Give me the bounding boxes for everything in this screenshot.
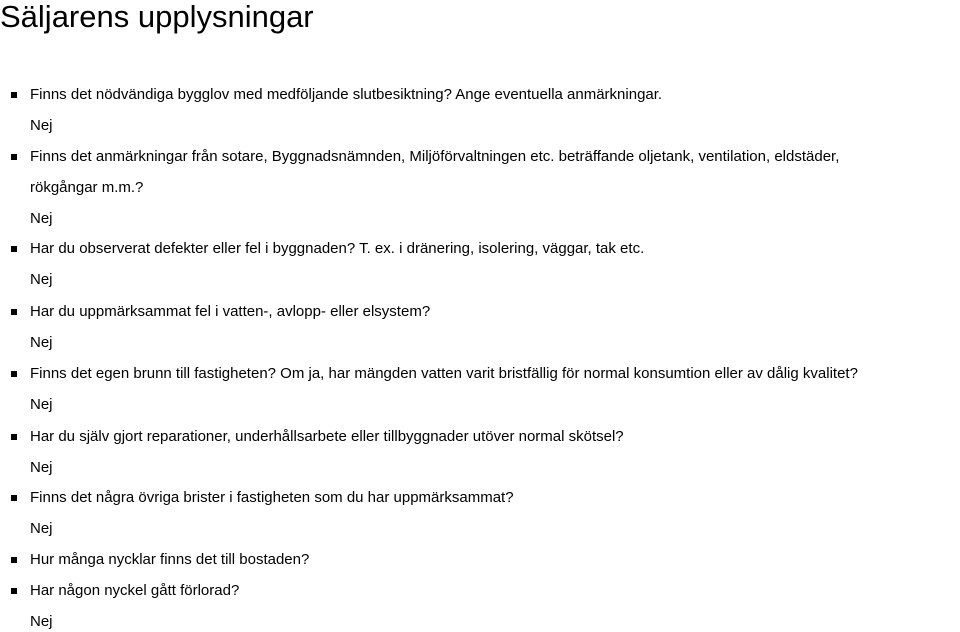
square-bullet-icon: [11, 309, 17, 315]
question-authority-remarks-continuation: rökgångar m.m.?: [30, 179, 144, 196]
answer-building-permit: Nej: [30, 117, 53, 134]
square-bullet-icon: [11, 154, 17, 160]
answer-utility-faults: Nej: [30, 334, 53, 351]
answer-own-repairs: Nej: [30, 459, 53, 476]
question-text: Finns det anmärkningar från sotare, Byggnadsnämnden, Miljöförvaltningen etc. beträffande oljetank, ventilation, eldstäder,: [30, 148, 840, 165]
answer-own-well: Nej: [30, 396, 53, 413]
answer-other-deficiencies: Nej: [30, 520, 53, 537]
question-text: Hur många nycklar finns det till bostaden?: [30, 551, 310, 568]
answer-lost-key: Nej: [30, 613, 53, 630]
square-bullet-icon: [11, 557, 17, 563]
square-bullet-icon: [11, 371, 17, 377]
square-bullet-icon: [11, 495, 17, 501]
question-text: Har du uppmärksammat fel i vatten-, avlopp- eller elsystem?: [30, 303, 431, 320]
square-bullet-icon: [11, 92, 17, 98]
answer-authority-remarks: Nej: [30, 210, 53, 227]
question-text: Har du själv gjort reparationer, underhållsarbete eller tillbyggnader utöver normal skötsel?: [30, 428, 624, 445]
square-bullet-icon: [11, 246, 17, 252]
question-text: Har någon nyckel gått förlorad?: [30, 582, 240, 599]
question-text: Finns det egen brunn till fastigheten? Om ja, har mängden vatten varit bristfällig för normal konsumtion eller av dålig kvalitet?: [30, 365, 858, 382]
question-text: Finns det nödvändiga bygglov med medföljande slutbesiktning? Ange eventuella anmärkningar.: [30, 86, 663, 103]
question-text: Har du observerat defekter eller fel i byggnaden? T. ex. i dränering, isolering, väggar, tak etc.: [30, 240, 645, 257]
page-title: Säljarens upplysningar: [0, 0, 314, 34]
question-text: Finns det några övriga brister i fastigheten som du har uppmärksammat?: [30, 489, 514, 506]
square-bullet-icon: [11, 434, 17, 440]
answer-building-defects: Nej: [30, 271, 53, 288]
square-bullet-icon: [11, 588, 17, 594]
